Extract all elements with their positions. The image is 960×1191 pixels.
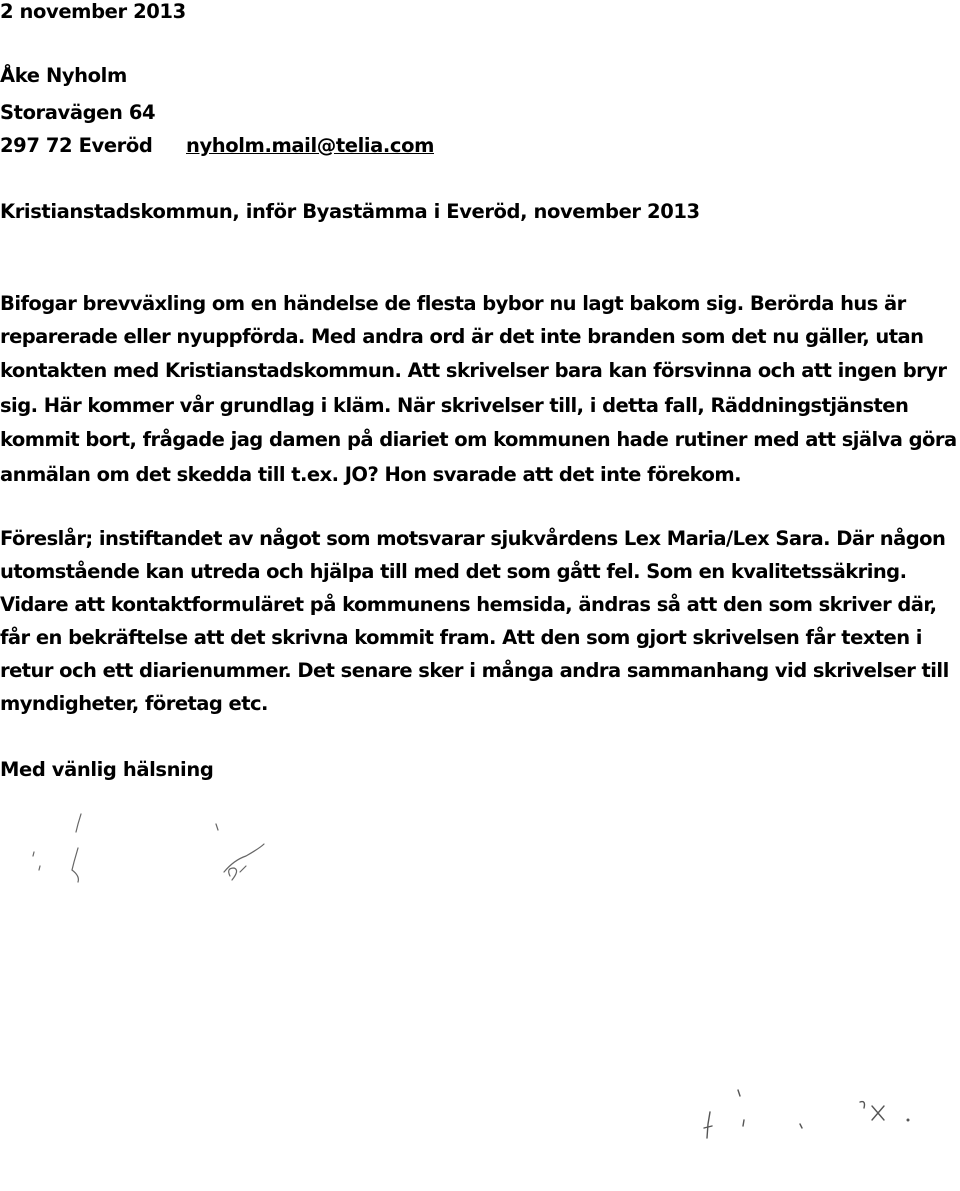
- paragraph-line: kommit bort, frågade jag damen på diariet om kommunen hade rutiner med att själva göra: [0, 428, 957, 451]
- letter-subject: Kristianstadskommun, inför Byastämma i Everöd, november 2013: [0, 200, 700, 223]
- paragraph-line: myndigheter, företag etc.: [0, 692, 268, 715]
- paragraph-line: utomstående kan utreda och hjälpa till med det som gått fel. Som en kvalitetssäkring.: [0, 560, 907, 583]
- paragraph-line: Vidare att kontaktformuläret på kommunens hemsida, ändras så att den som skriver där,: [0, 593, 937, 616]
- sender-email-link[interactable]: nyholm.mail@telia.com: [186, 134, 434, 157]
- letter-closing: Med vänlig hälsning: [0, 758, 214, 781]
- paragraph-line: får en bekräftelse att det skrivna kommit fram. Att den som gjort skrivelsen får texten i: [0, 626, 922, 649]
- letter-date: 2 november 2013: [0, 0, 186, 23]
- paragraph-line: anmälan om det skedda till t.ex. JO? Hon svarade att det inte förekom.: [0, 463, 741, 486]
- handwritten-signature: [20, 810, 320, 900]
- paragraph-line: reparerade eller nyuppförda. Med andra ord är det inte branden som det nu gäller, utan: [0, 325, 924, 348]
- paragraph-line: Bifogar brevväxling om en händelse de flesta bybor nu lagt bakom sig. Berörda hus är: [0, 292, 906, 315]
- sender-name: Åke Nyholm: [0, 64, 127, 87]
- scanned-marks: [700, 1080, 950, 1180]
- paragraph-line: sig. Här kommer vår grundlag i kläm. När skrivelser till, i detta fall, Räddningstjänsten: [0, 394, 909, 417]
- paragraph-line: kontakten med Kristianstadskommun. Att skrivelser bara kan försvinna och att ingen bryr: [0, 359, 947, 382]
- sender-street: Storavägen 64: [0, 101, 156, 124]
- paragraph-line: retur och ett diarienummer. Det senare sker i många andra sammanhang vid skrivelser till: [0, 659, 949, 682]
- paragraph-line: Föreslår; instiftandet av något som motsvarar sjukvårdens Lex Maria/Lex Sara. Där någon: [0, 527, 946, 550]
- sender-postal-city: 297 72 Everöd: [0, 134, 153, 157]
- sender-postal-row: [0, 134, 960, 157]
